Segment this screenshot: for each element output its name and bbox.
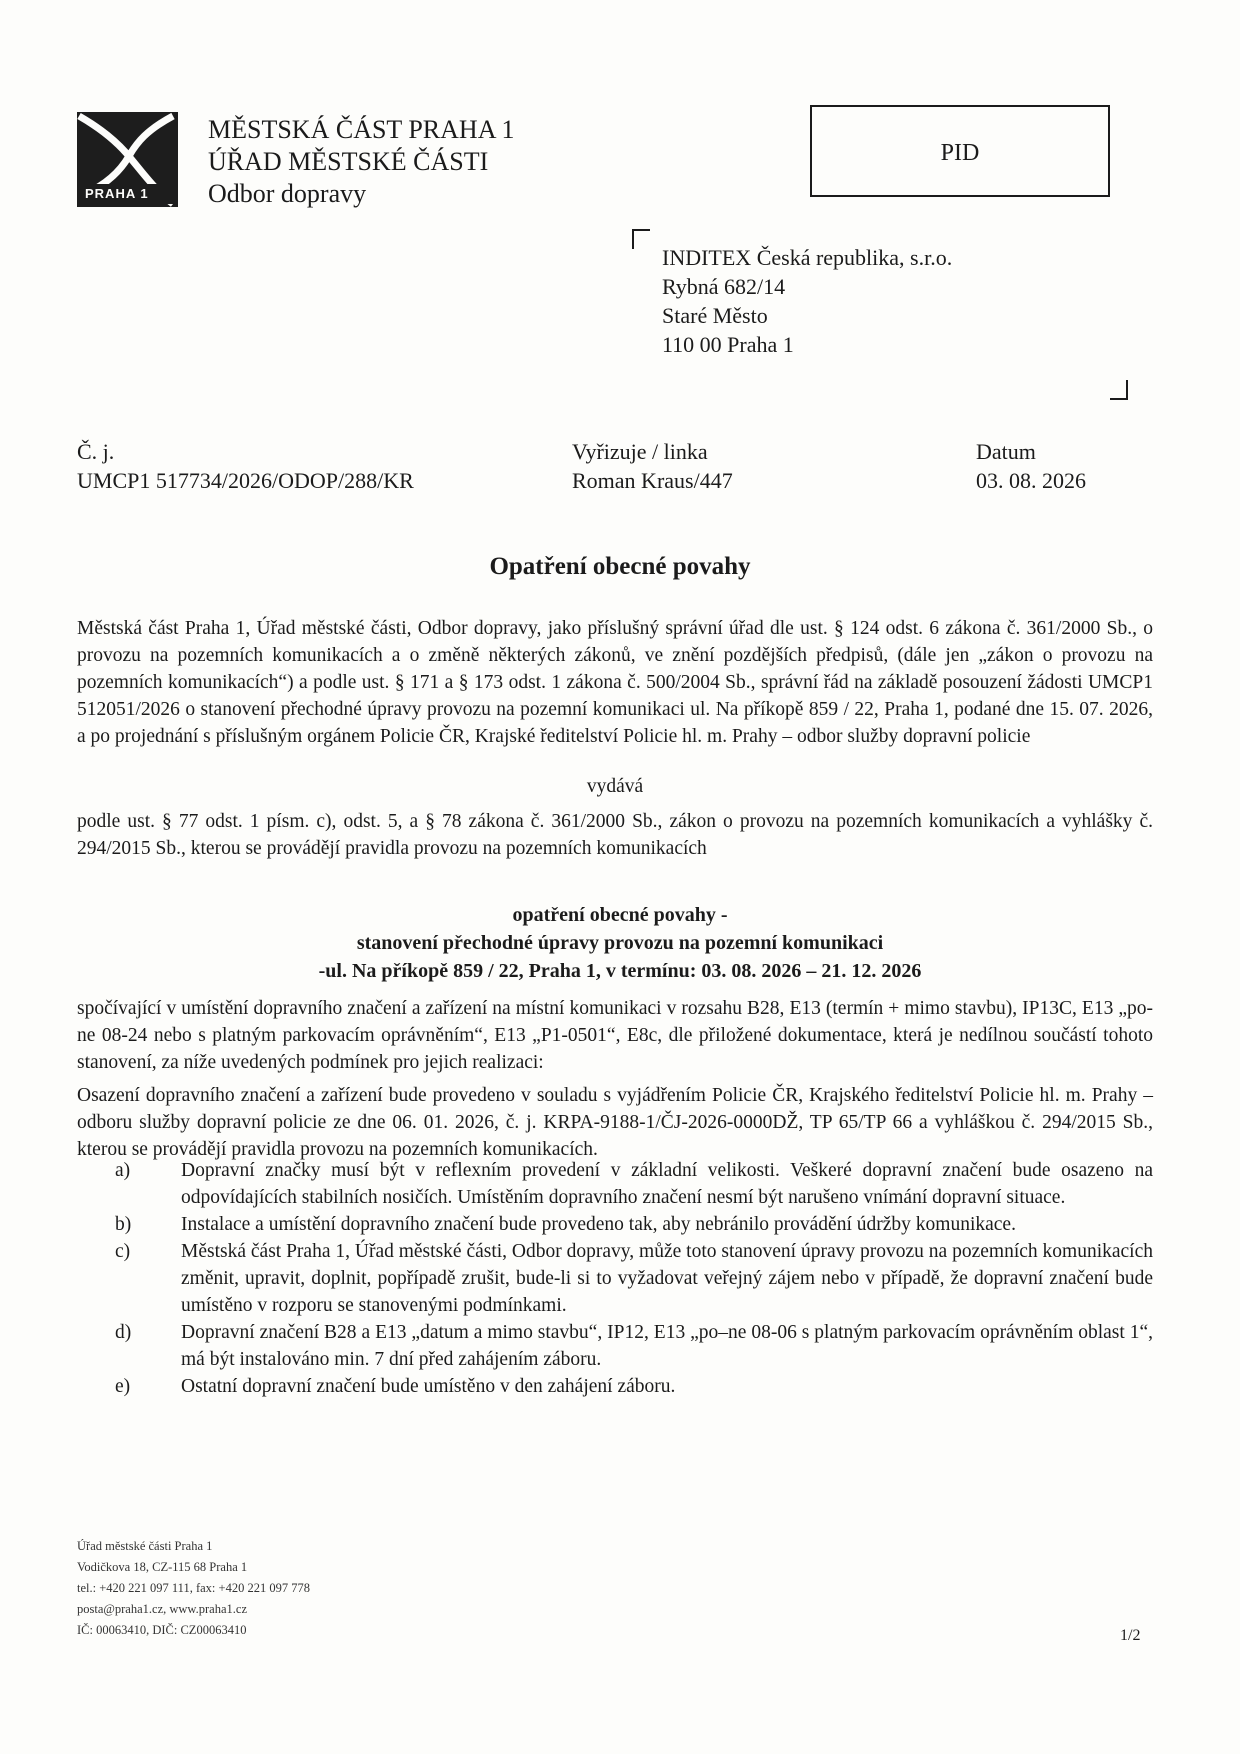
addressee-line: Rybná 682/14 — [662, 274, 786, 299]
decision-line-1: opatření obecné povahy - — [512, 904, 728, 926]
addressee-line: INDITEX Česká republika, s.r.o. — [662, 245, 953, 270]
date-value: 03. 08. 2026 — [976, 468, 1086, 493]
handler-label: Vyřizuje / linka — [572, 439, 708, 464]
list-item — [77, 1211, 1153, 1238]
reference-number — [77, 437, 414, 495]
list-item — [77, 1319, 1153, 1373]
addressee-block — [662, 243, 952, 359]
handler — [572, 437, 733, 495]
pid-box: PID — [810, 105, 1110, 197]
addressee-line: 110 00 Praha 1 — [662, 332, 794, 357]
praha1-logo — [77, 112, 178, 207]
issues-line: vydává — [586, 776, 644, 797]
address-corner-top-left — [632, 229, 650, 249]
date-label: Datum — [976, 439, 1036, 464]
intro-paragraph: Městská část Praha 1, Úřad městské části, Odbor dopravy, jako příslušný správní úřad dle ust. § 124 odst. 6 zákona č. 361/2000 Sb., o provozu na pozemních komunikacích a o změně některých zákonů, ve znění pozdějších předpisů, (dále jen „zákon o provozu na pozemních komunikacích“) a podle ust. § 171 a § 173 odst. 1 zákona č. 500/2004 Sb., správní řád na základě posouzení žádosti UMCP1 512051/2026 o stanovení přechodné úpravy provozu na pozemní komunikaci ul. Na příkopě 859 / 22, Praha 1, podané dne 15. 07. 2026, a po projednání s příslušným orgánem Policie ČR, Krajské ředitelství Policie hl. m. Prahy – odbor služby dopravní policie — [77, 618, 1153, 747]
list-marker: c) — [115, 1241, 131, 1262]
list-marker: b) — [115, 1214, 132, 1235]
page-number: 1/2 — [1120, 1627, 1141, 1644]
decision-line-3: -ul. Na příkopě 859 / 22, Praha 1, v termínu: 03. 08. 2026 – 21. 12. 2026 — [318, 960, 922, 982]
org-line-3: Odbor dopravy — [208, 179, 367, 208]
installation-paragraph: Osazení dopravního značení a zařízení bude provedeno v souladu s vyjádřením Policie ČR, Krajského ředitelství Policie hl. m. Prahy – odboru služby dopravní policie ze dne 06. 01. 2026, č. j. KRPA-9188-1/ČJ-2026-0000DŽ, TP 65/TP 66 a vyhláškou č. 294/2015 Sb., kterou se provádějí pravidla provozu na pozemních komunikacích. — [77, 1085, 1153, 1160]
date — [976, 437, 1086, 495]
list-marker: e) — [115, 1376, 131, 1397]
org-line-2: ÚŘAD MĚSTSKÉ ČÁSTI — [208, 147, 489, 176]
list-marker: a) — [115, 1160, 131, 1181]
reference-label: Č. j. — [77, 439, 115, 464]
legal-basis-paragraph: podle ust. § 77 odst. 1 písm. c), odst. 5, a § 78 zákona č. 361/2000 Sb., zákon o provozu na pozemních komunikacích a vyhlášky č. 294/2015 Sb., kterou se provádějí pravidla provozu na pozemních komunikacích — [77, 811, 1153, 859]
list-text: Instalace a umístění dopravního značení bude provedeno tak, aby nebránilo provádění údržby komunikace. — [181, 1214, 1016, 1235]
list-marker: d) — [115, 1322, 132, 1343]
list-text: Dopravní značení B28 a E13 „datum a mimo stavbu“, IP12, E13 „po–ne 08-06 s platným parkovacím oprávněním oblast 1“, má být instalováno min. 7 dní před zahájením záboru. — [181, 1322, 1153, 1370]
footer-line: Vodičkova 18, CZ-115 68 Praha 1 — [77, 1560, 248, 1574]
decision-heading — [0, 901, 1240, 985]
handler-value: Roman Kraus/447 — [572, 468, 733, 493]
logo-text: PRAHA 1 — [85, 186, 149, 201]
list-text: Ostatní dopravní značení bude umístěno v den zahájení záboru. — [181, 1376, 676, 1397]
document-title: Opatření obecné povahy — [489, 553, 751, 580]
footer-contact — [77, 1536, 310, 1641]
addressee-line: Staré Město — [662, 303, 768, 328]
org-line-1: MĚSTSKÁ ČÁST PRAHA 1 — [208, 115, 515, 144]
list-item — [77, 1238, 1153, 1319]
footer-line: posta@praha1.cz, www.praha1.cz — [77, 1602, 248, 1616]
list-text: Městská část Praha 1, Úřad městské části, Odbor dopravy, může toto stanovení úpravy provozu na pozemních komunikacích změnit, upravit, doplnit, popřípadě zrušit, bude-li si to vyžadovat veřejný zájem nebo v případě, že dopravní značení bude umístěno v rozporu se stanovenými podmínkami. — [181, 1241, 1153, 1316]
list-item — [77, 1373, 1153, 1400]
decision-line-2: stanovení přechodné úpravy provozu na pozemní komunikaci — [356, 932, 884, 954]
reference-value: UMCP1 517734/2026/ODOP/288/KR — [77, 468, 414, 493]
organization-header — [208, 114, 515, 210]
list-item — [77, 1157, 1153, 1211]
scope-paragraph: spočívající v umístění dopravního značení a zařízení na místní komunikaci v rozsahu B28, E13 (termín + mimo stavbu), IP13C, E13 „po-ne 08-24 nebo s platným parkovacím oprávněním“, E13 „P1-0501“, E8c, dle přiložené dokumentace, která je nedílnou součástí tohoto stanovení, za níže uvedených podmínek pro jejich realizaci: — [77, 998, 1153, 1073]
footer-line: tel.: +420 221 097 111, fax: +420 221 097 778 — [77, 1581, 310, 1595]
footer-line: IČ: 00063410, DIČ: CZ00063410 — [77, 1623, 247, 1637]
address-corner-bottom-right — [1110, 380, 1128, 400]
list-text: Dopravní značky musí být v reflexním provedení v základní velikosti. Veškeré dopravní značení bude osazeno na odpovídajících stabilních nosičích. Umístěním dopravního značení nesmí být narušeno vnímání dopravní situace. — [181, 1160, 1153, 1208]
conditions-list — [77, 1157, 1153, 1400]
footer-line: Úřad městské části Praha 1 — [77, 1539, 213, 1553]
